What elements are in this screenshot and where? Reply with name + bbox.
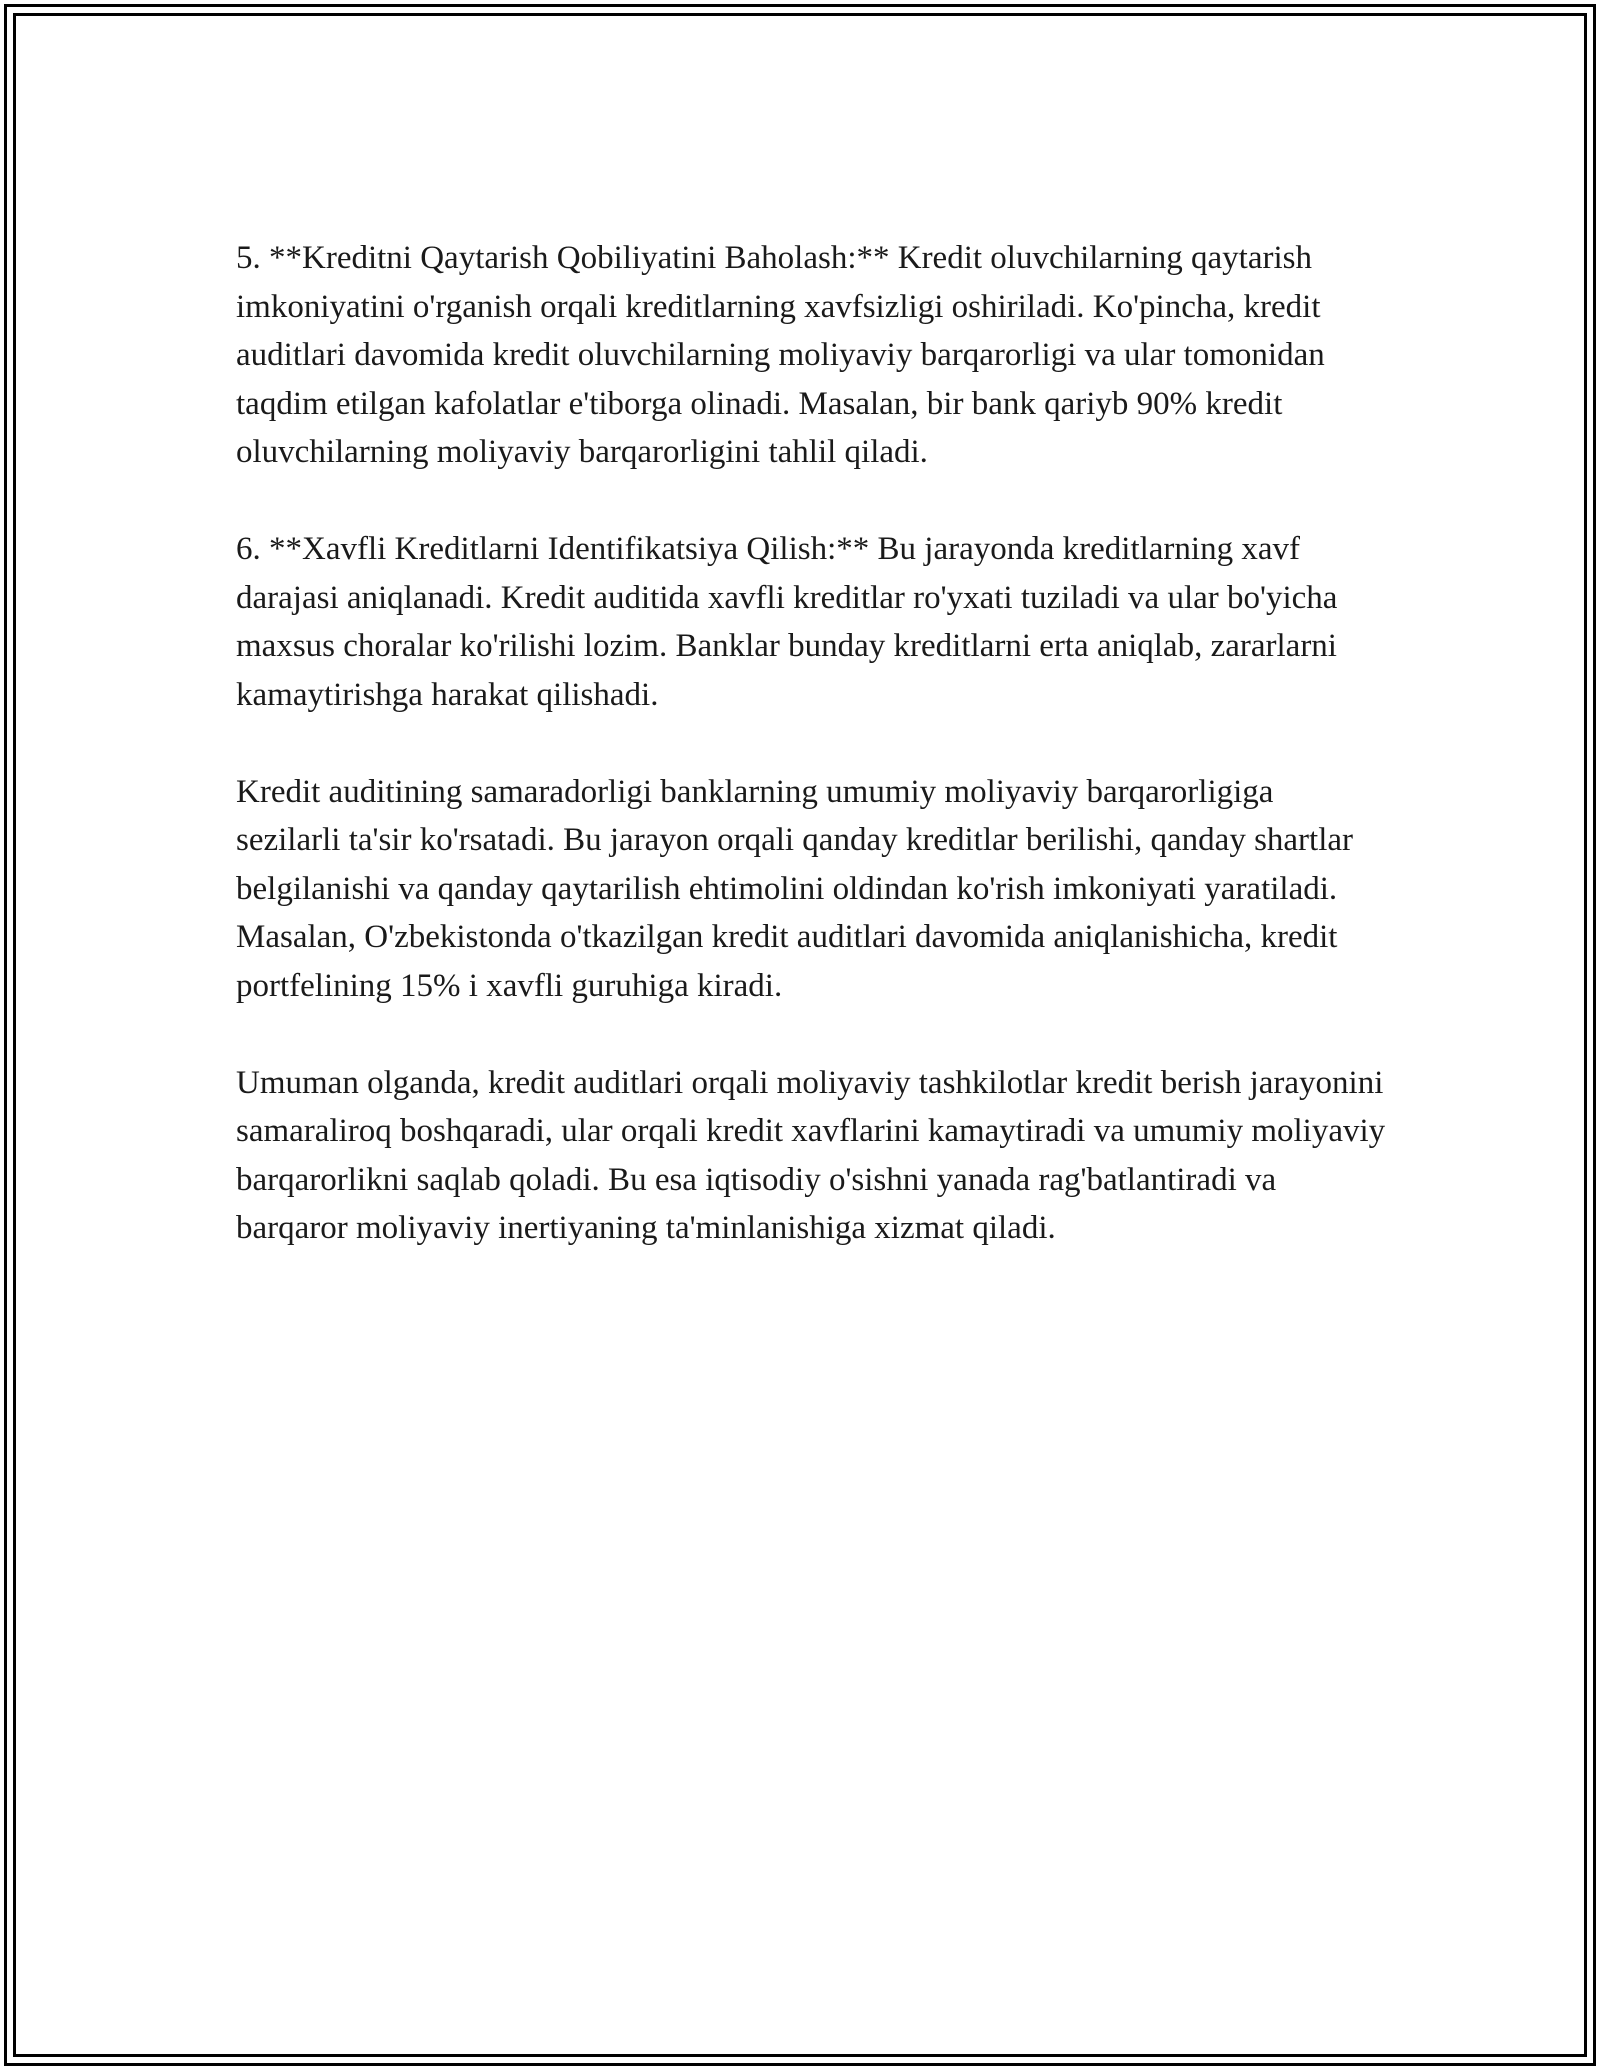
paragraph-risky-credit-identification: 6. **Xavfli Kreditlarni Identifikatsiya Qilish:** Bu jarayonda kreditlarning xavf darajasi aniqlanadi. Kredit auditida xavfli kreditlar ro'yxati tuziladi va ular bo'yicha maxsus choralar ko'rilishi lozim. Banklar bunday kreditlarni erta aniqlab, zararlarni kamaytirishga harakat qilishadi. [236,531,1338,713]
document-body [236,234,1386,1301]
paragraph-credit-repayment-assessment: 5. **Kreditni Qaytarish Qobiliyatini Baholash:** Kredit oluvchilarning qaytarish imkoniyatini o'rganish orqali kreditlarning xavfsizligi oshiriladi. Ko'pincha, kredit auditlari davomida kredit oluvchilarning moliyaviy barqarorligi va ular tomonidan taqdim etilgan kafolatlar e'tiborga olinadi. Masalan, bir bank qariyb 90% kredit oluvchilarning moliyaviy barqarorligini tahlil qiladi. [236,240,1325,470]
paragraph-conclusion: Umuman olganda, kredit auditlari orqali moliyaviy tashkilotlar kredit berish jarayonini samaraliroq boshqaradi, ular orqali kredit xavflarini kamaytiradi va umumiy moliyaviy barqarorlikni saqlab qoladi. Bu esa iqtisodiy o'sishni yanada rag'batlantiradi va barqaror moliyaviy inertiyaning ta'minlanishiga xizmat qiladi. [236,1064,1386,1246]
paragraph-audit-effectiveness: Kredit auditining samaradorligi banklarning umumiy moliyaviy barqarorligiga sezilarli ta'sir ko'rsatadi. Bu jarayon orqali qanday kreditlar berilishi, qanday shartlar belgilanishi va qanday qaytarilish ehtimolini oldindan ko'rish imkoniyati yaratiladi. Masalan, O'zbekistonda o'tkazilgan kredit auditlari davomida aniqlanishicha, kredit portfelining 15% i xavfli guruhiga kiradi. [236,773,1354,1004]
